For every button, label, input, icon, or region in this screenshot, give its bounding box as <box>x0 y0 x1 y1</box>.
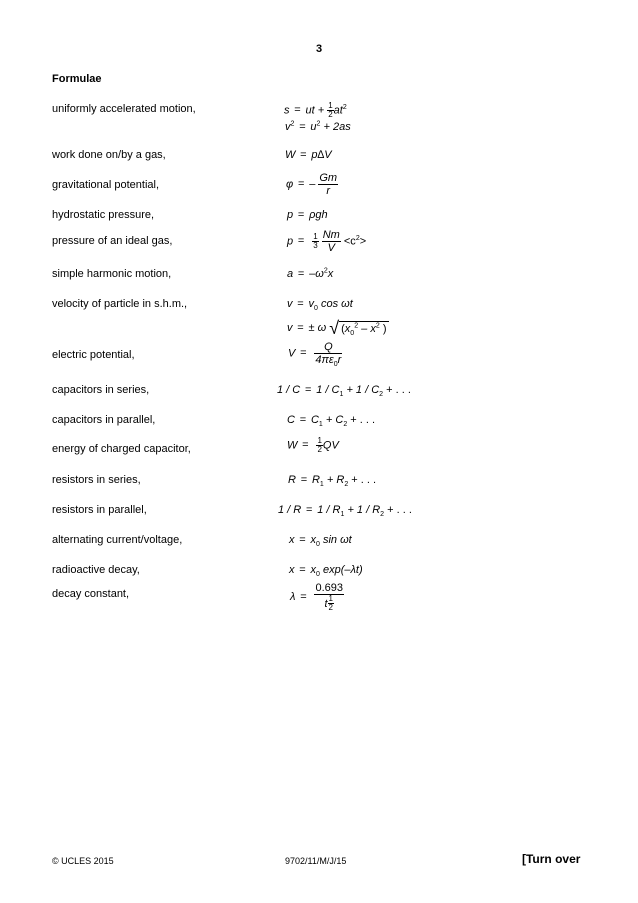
label-decay-constant: decay constant, <box>52 588 130 600</box>
footer-paper-code: 9702/11/M/J/15 <box>285 856 347 866</box>
formula-work: W = p∆V <box>285 149 332 161</box>
formula-energy-capacitor: W = $\frac{1}{2}$ QV <box>287 436 339 454</box>
formula-capacitors-series: $1 / C = 1 / C_1 + 1 / C_2$ + . . . <box>277 384 411 399</box>
label-capacitors-parallel: capacitors in parallel, <box>52 414 156 426</box>
label-resistors-parallel: resistors in parallel, <box>52 504 147 516</box>
label-radioactive-decay: radioactive decay, <box>52 564 140 576</box>
page-number: 3 <box>315 43 323 55</box>
formula-hydrostatic: p = ρgh <box>287 209 328 221</box>
label-electric-potential: electric potential, <box>52 349 135 361</box>
fraction-gm-r: $\frac{Gm}{r}$ <box>319 172 338 197</box>
footer-copyright: © UCLES 2015 <box>52 856 114 866</box>
label-gravitational-potential: gravitational potential, <box>52 179 160 191</box>
label-hydrostatic-pressure: hydrostatic pressure, <box>52 209 155 221</box>
formula-grav-potential: φ = – $\frac{Gm}{r}$ <box>286 172 338 197</box>
fraction-half-energy: $\frac{1}{2}$ <box>317 436 322 454</box>
formula-decay-constant: λ = 0.693 t $\frac{1}{2}$ <box>290 582 344 612</box>
formula-velocity-sqrt: v = ± ω √ ($x_0^2 - x^2$ ) <box>287 318 387 338</box>
formulae-heading: Formulae <box>52 73 102 85</box>
formula-resistors-parallel: $1 / R = 1 / R_1 + 1 / R_2$ + . . . <box>278 504 412 519</box>
formula-alternating-current: $x = x_0$ sin ωt <box>289 534 352 549</box>
fraction-q-4pieps0r: $\frac{Q}{4\pi\varepsilon_0r}$ <box>315 341 342 369</box>
label-velocity-shm: velocity of particle in s.h.m., <box>52 298 188 310</box>
formula-radioactive-decay: $x = x_0$ exp(–λt) <box>289 564 363 579</box>
formula-ideal-gas: p = $\frac{1}{3}$ $\frac{Nm}{V}$ $<c^2>$ <box>287 229 367 254</box>
fraction-half-life: 0.693 t $\frac{1}{2}$ <box>315 582 344 612</box>
label-energy-capacitor: energy of charged capacitor, <box>52 443 191 455</box>
footer-turn-over: [Turn over <box>522 852 581 866</box>
formula-capacitors-parallel: $C = C_1 + C_2$ + . . . <box>287 414 376 429</box>
label-shm: simple harmonic motion, <box>52 268 172 280</box>
formula-resistors-series: $R = R_1 + R_2$ + . . . <box>288 474 377 489</box>
formula-velocity-cos: $v = v_0$ cos ωt <box>287 298 353 313</box>
formula-shm: $a = -\omega^2x$ <box>287 267 334 280</box>
fraction-half: $\frac{1}{2}$ <box>328 101 333 119</box>
fraction-nm-v: $\frac{Nm}{V}$ <box>322 229 340 254</box>
formula-suvat-v2: $v^2 = u^2 + 2as$ <box>285 120 351 133</box>
label-resistors-series: resistors in series, <box>52 474 141 486</box>
label-capacitors-series: capacitors in series, <box>52 384 150 396</box>
label-work-done: work done on/by a gas, <box>52 149 166 161</box>
formula-suvat-s: s = ut + $\frac{1}{2}$ $at^2$ <box>284 101 347 119</box>
label-ideal-gas: pressure of an ideal gas, <box>52 235 173 247</box>
square-root: √ ($x_0^2 - x^2$ ) <box>329 318 387 338</box>
label-accelerated-motion: uniformly accelerated motion, <box>52 103 196 115</box>
label-alternating-current: alternating current/voltage, <box>52 534 183 546</box>
fraction-third: $\frac{1}{3}$ <box>313 232 318 250</box>
formula-electric-potential: V = $\frac{Q}{4\pi\varepsilon_0r}$ <box>288 341 342 369</box>
